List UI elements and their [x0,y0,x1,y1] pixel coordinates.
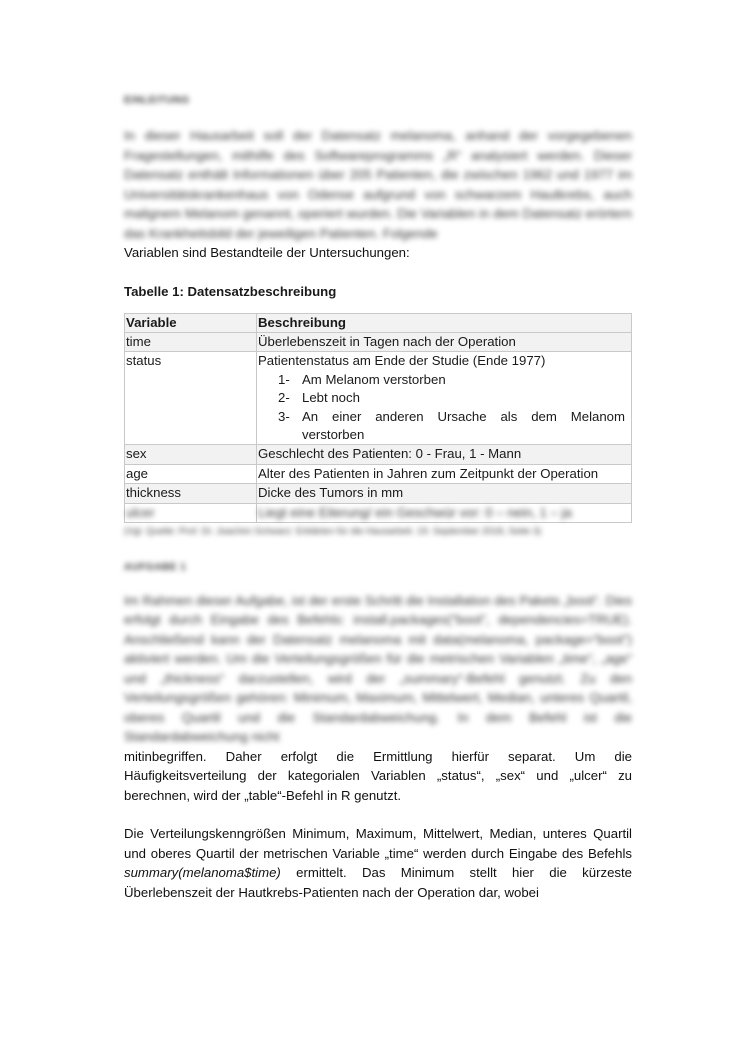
list-number: 1- [278,371,290,387]
description-cell: Geschlecht des Patienten: 0 - Frau, 1 - Mann [257,445,632,464]
list-text: Am Melanom verstorben [302,371,446,387]
variable-cell: sex [125,445,257,464]
list-number: 3- [278,408,290,424]
variable-cell: ulcer [125,503,257,522]
description-cell: Liegt eine Eiterung/ ein Geschwür vor: 0 – nein, 1 – ja [257,503,632,522]
status-list [258,371,631,445]
task-heading: AUFGABE 1 [124,561,187,573]
list-item [278,389,631,407]
header-variable: Variable [125,313,257,332]
intro-heading: EINLEITUNG [124,95,190,106]
summary-paragraph [124,824,632,902]
table-row [125,332,632,351]
table-source-note: (Vgl. Quelle: Prof. Dr. Joachim Schwarz: Erklärten für die Hausarbeit. 19. September 2018, Seite 3) [124,525,542,537]
document-page [124,92,632,902]
description-cell: Alter des Patienten in Jahren zum Zeitpunkt der Operation [257,464,632,483]
variable-cell: thickness [125,484,257,503]
status-description: Patientenstatus am Ende der Studie (Ende 1977) [258,353,546,369]
table-row [125,464,632,483]
table-row [125,445,632,464]
summary-command: summary(melanoma$time) [124,865,281,881]
list-item [278,371,631,389]
variable-cell: status [125,352,257,445]
variable-cell: time [125,332,257,351]
variable-cell: age [125,464,257,483]
dataset-description-table [124,313,632,523]
table-row [125,484,632,503]
description-cell: Überlebenszeit in Tagen nach der Operation [257,332,632,351]
list-item [278,408,631,445]
task-visible-paragraph: mitinbegriffen. Daher erfolgt die Ermittlung hierfür separat. Um die Häufigkeitsverteilung der kategorialen Variablen „status“, „sex“ und „ulcer“ zu berechnen, wird der „table“-Befehl in R genutzt. [124,748,632,803]
table-header-row [125,313,632,332]
table-row [125,352,632,445]
header-description: Beschreibung [257,313,632,332]
table-row [125,503,632,522]
intro-visible-line: Variablen sind Bestandteile der Untersuchungen: [124,245,410,260]
summary-text-end: ermittelt. Das Minimum stellt hier die kürzeste Überlebenszeit der Hautkrebs-Patienten nach der Operation dar, wobei [124,865,632,900]
summary-text-start: Die Verteilungskenngrößen Minimum, Maximum, Mittelwert, Median, unteres Quartil und oberes Quartil der metrischen Variable „time“ werden durch Eingabe des Befehls [124,826,632,861]
intro-blurred-paragraph: In dieser Hausarbeit soll der Datensatz melanoma, anhand der vorgegebenen Fragestellungen, mithilfe des Softwareprogramms „R“ analysiert werden. Dieser Datensatz enthält Informationen über 205 Patienten, die zwischen 1962 und 1977 im Universitätskrankenhaus von Odense aufgrund von schwarzem Hautkrebs, auch malignem Melanom genannt, operiert wurden. Die Variablen in dem Datensatz erörtern das Krankheitsbild der jeweiligen Patienten. Folgende [124,128,632,241]
list-number: 2- [278,390,290,406]
description-cell: Dicke des Tumors in mm [257,484,632,503]
description-cell [257,352,632,445]
list-text: Lebt noch [302,390,360,406]
list-text: An einer anderen Ursache als dem Melanom verstorben [302,408,625,442]
task-blurred-paragraph: Im Rahmen dieser Aufgabe, ist der erste Schritt die Installation des Pakets „boot“. Dies erfolgt durch Eingabe des Befehls: install.packages(“boot”, dependencies=TRUE). Anschließend kann der Datensatz melanoma mit data(melanoma, package=“boot”) aktiviert werden. Um die Verteilungsgrößen für die metrischen Variablen „time“, „age“ und „thickness“ darzustellen, wird der „summary“-Befehl genutzt. Zu den Verteilungsgrößen gehören: Minimum, Maximum, Mittelwert, Median, unteres Quartil, oberes Quartil und die Standardabweichung. In dem Befehl ist die Standardabweichung nicht [124,592,632,745]
table-title: Tabelle 1: Datensatzbeschreibung [124,283,337,299]
